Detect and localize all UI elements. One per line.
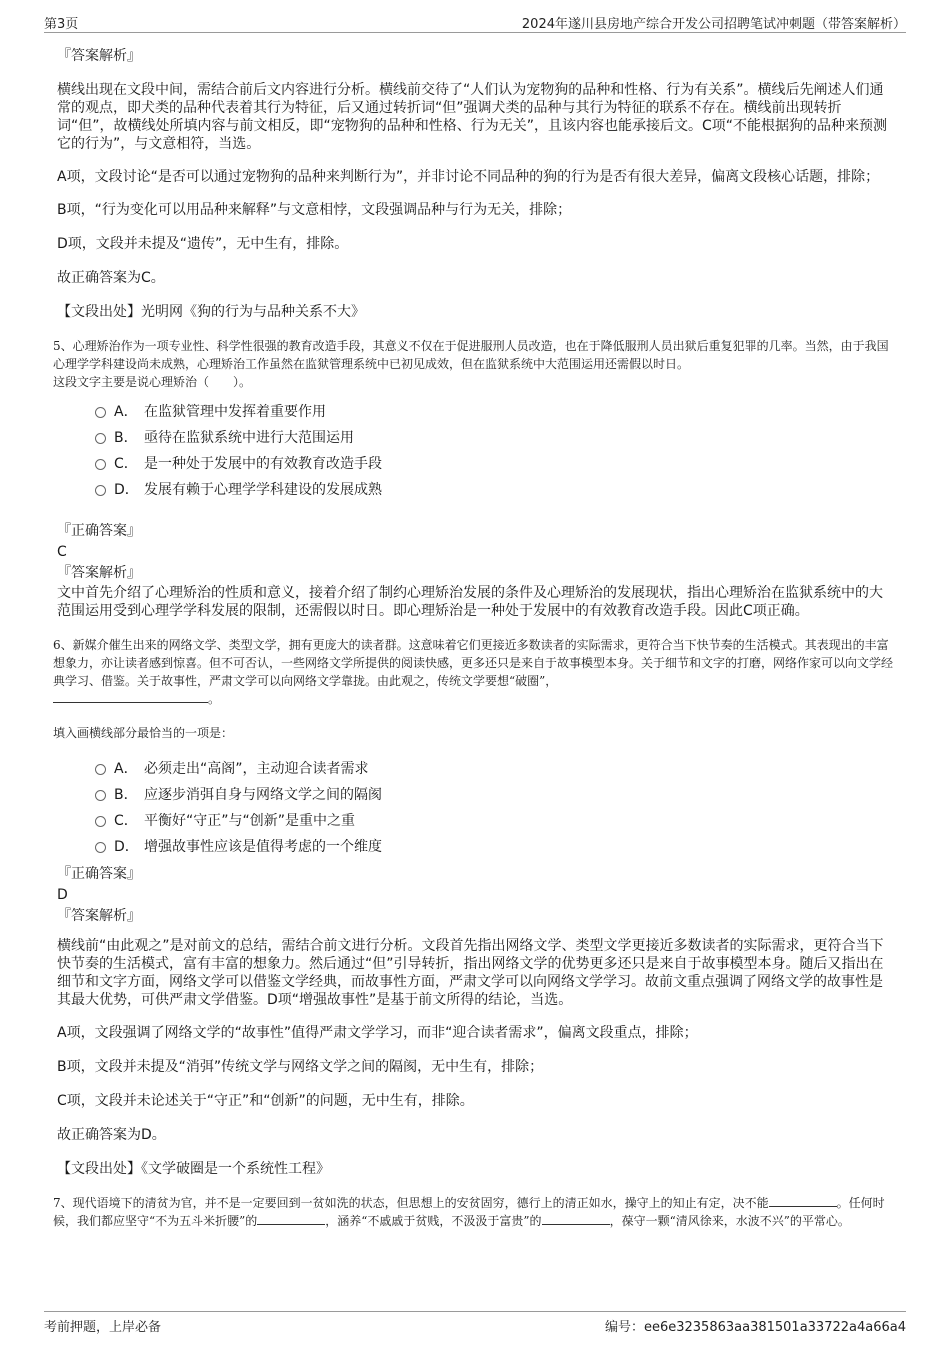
question-7-stem: 7、现代语境下的清贫为官，并不是一定要回到一贫如洗的状态，但思想上的安贫固穷，德行上的清正如水，操守上的知止有定，决不能 。任何时候，我们都应坚守“不为五斗米折腰”的 ，涵养“不戚戚于贫贱，不汲汲于富贵”的 ，葆守一颗“清风徐来，水波不兴”的平常心。 [53,1196,885,1228]
option-d-analysis: D项，文段并未提及“遗传”，无中生有，排除。 [57,236,349,252]
option-c[interactable]: C． 平衡好“守正”与“创新”是重中之重 [95,808,893,834]
fill-blank [53,690,208,703]
radio-icon[interactable] [95,485,106,496]
question-6-ask: 填入画横线部分最恰当的一项是： [53,726,234,740]
radio-icon[interactable] [95,764,106,775]
document-title: 2024年遂川县房地产综合开发公司招聘笔试冲刺题（带答案解析） [521,17,906,32]
radio-icon[interactable] [95,407,106,418]
analysis-label: 『答案解析』 [57,565,141,581]
correct-answer: C [57,544,67,560]
option-d[interactable]: D． 增强故事性应该是值得考虑的一个维度 [95,834,893,860]
question-6-options [95,756,893,860]
option-a[interactable]: A． 必须走出“高阁”，主动迎合读者需求 [95,756,893,782]
fill-blank [769,1194,837,1207]
document-code: 编号：ee6e3235863aa381501a33722a4a66a4 [604,1320,906,1335]
option-c[interactable]: C． 是一种处于发展中的有效教育改造手段 [95,451,893,477]
question-6-stem: 6、新媒介催生出来的网络文学、类型文学，拥有更庞大的读者群。这意味着它们更接近多数读者的实际需求，更符合当下快节奏的生活模式。其表现出的丰富想象力，亦让读者感到惊喜。但不可否认，一些网络文学所提供的阅读快感，更多还只是来自于故事模型本身。关于细节和文字的打磨，网络作家可以向文学经典学习、借鉴。关于故事性，严肃文学可以向网络文学靠拢。由此观之，传统文学要想“破圈”， 。 [53,638,894,706]
radio-icon[interactable] [95,433,106,444]
footer-slogan: 考前押题，上岸必备 [44,1320,162,1335]
radio-icon[interactable] [95,842,106,853]
option-b[interactable]: B． 亟待在监狱系统中进行大范围运用 [95,425,893,451]
question-5-options [95,399,893,503]
analysis-label: 『答案解析』 [57,48,141,64]
document-body [53,46,894,1230]
correct-answer: D [57,887,68,903]
analysis-text: 横线出现在文段中间，需结合前后文内容进行分析。横线前交待了“人们认为宠物狗的品种和性格、行为有关系”。横线后先阐述人们通常的观点，即犬类的品种代表着其行为特征，后又通过转折词“但”强调犬类的品种与其行为特征的联系不存在。横线前出现转折词“但”，故横线处所填内容与前文相反，即“宠物狗的品种和性格、行为无关”，且该内容也能承接后文。C项“不能根据狗的品种来预测它的行为”，与文意相符，当选。 [57,82,888,152]
conclusion: 故正确答案为C。 [57,270,165,286]
option-d[interactable]: D． 发展有赖于心理学学科建设的发展成熟 [95,477,893,503]
page-footer [44,1311,906,1336]
fill-blank [257,1212,325,1225]
option-b-analysis: B项，文段并未提及“消弭”传统文学与网络文学之间的隔阂，无中生有，排除； [57,1059,544,1075]
page-header [44,10,906,33]
question-5-stem: 5、心理矫治作为一项专业性、科学性很强的教育改造手段，其意义不仅在于促进服刑人员改造，也在于降低服刑人员出狱后重复犯罪的几率。当然，由于我国心理学学科建设尚未成熟，心理矫治工作虽然在监狱管理系统中已初见成效，但在监狱系统中大范围运用还需假以时日。 [53,339,889,371]
option-b[interactable]: B． 应逐步消弭自身与网络文学之间的隔阂 [95,782,893,808]
option-c-analysis: C项，文段并未论述关于“守正”和“创新”的问题，无中生有，排除。 [57,1093,474,1109]
source-note: 【文段出处】《文学破圈是一个系统性工程》 [57,1161,330,1177]
radio-icon[interactable] [95,790,106,801]
correct-answer-label: 『正确答案』 [57,523,141,539]
page-number: 第3页 [44,17,79,32]
analysis-label: 『答案解析』 [57,908,141,924]
fill-blank [542,1212,610,1225]
correct-answer-label: 『正确答案』 [57,866,141,882]
option-b-analysis: B项，“行为变化可以用品种来解释”与文意相悖，文段强调品种与行为无关，排除； [57,202,572,218]
radio-icon[interactable] [95,816,106,827]
analysis-text: 文中首先介绍了心理矫治的性质和意义，接着介绍了制约心理矫治发展的条件及心理矫治的发展现状，指出心理矫治在监狱系统中的大范围运用受到心理学学科发展的限制，还需假以时日。即心理矫治是一种处于发展中的有效教育改造手段。因此C项正确。 [57,585,883,619]
analysis-text: 横线前“由此观之”是对前文的总结，需结合前文进行分析。文段首先指出网络文学、类型文学更接近多数读者的实际需求，更符合当下快节奏的生活模式，富有丰富的想象力。然后通过“但”引导转折，指出网络文学的优势更多还只是来自于故事模型本身。随后又指出在细节和文字方面，网络文学可以借鉴文学经典，而故事性方面，严肃文学可以向网络文学学习。故前文重点强调了网络文学的故事性是其最大优势，可供严肃文学借鉴。D项“增强故事性”是基于前文所得的结论，当选。 [57,938,884,1008]
option-a[interactable]: A． 在监狱管理中发挥着重要作用 [95,399,893,425]
option-a-analysis: A项，文段讨论“是否可以通过宠物狗的品种来判断行为”，并非讨论不同品种的狗的行为是否有很大差异，偏离文段核心话题，排除； [57,169,880,185]
option-a-analysis: A项，文段强调了网络文学的“故事性”值得严肃文学学习，而非“迎合读者需求”，偏离文段重点，排除； [57,1025,698,1041]
radio-icon[interactable] [95,459,106,470]
question-5-ask: 这段文字主要是说心理矫治（ ）。 [53,375,252,389]
conclusion: 故正确答案为D。 [57,1127,166,1143]
source-note: 【文段出处】光明网《狗的行为与品种关系不大》 [57,304,365,320]
